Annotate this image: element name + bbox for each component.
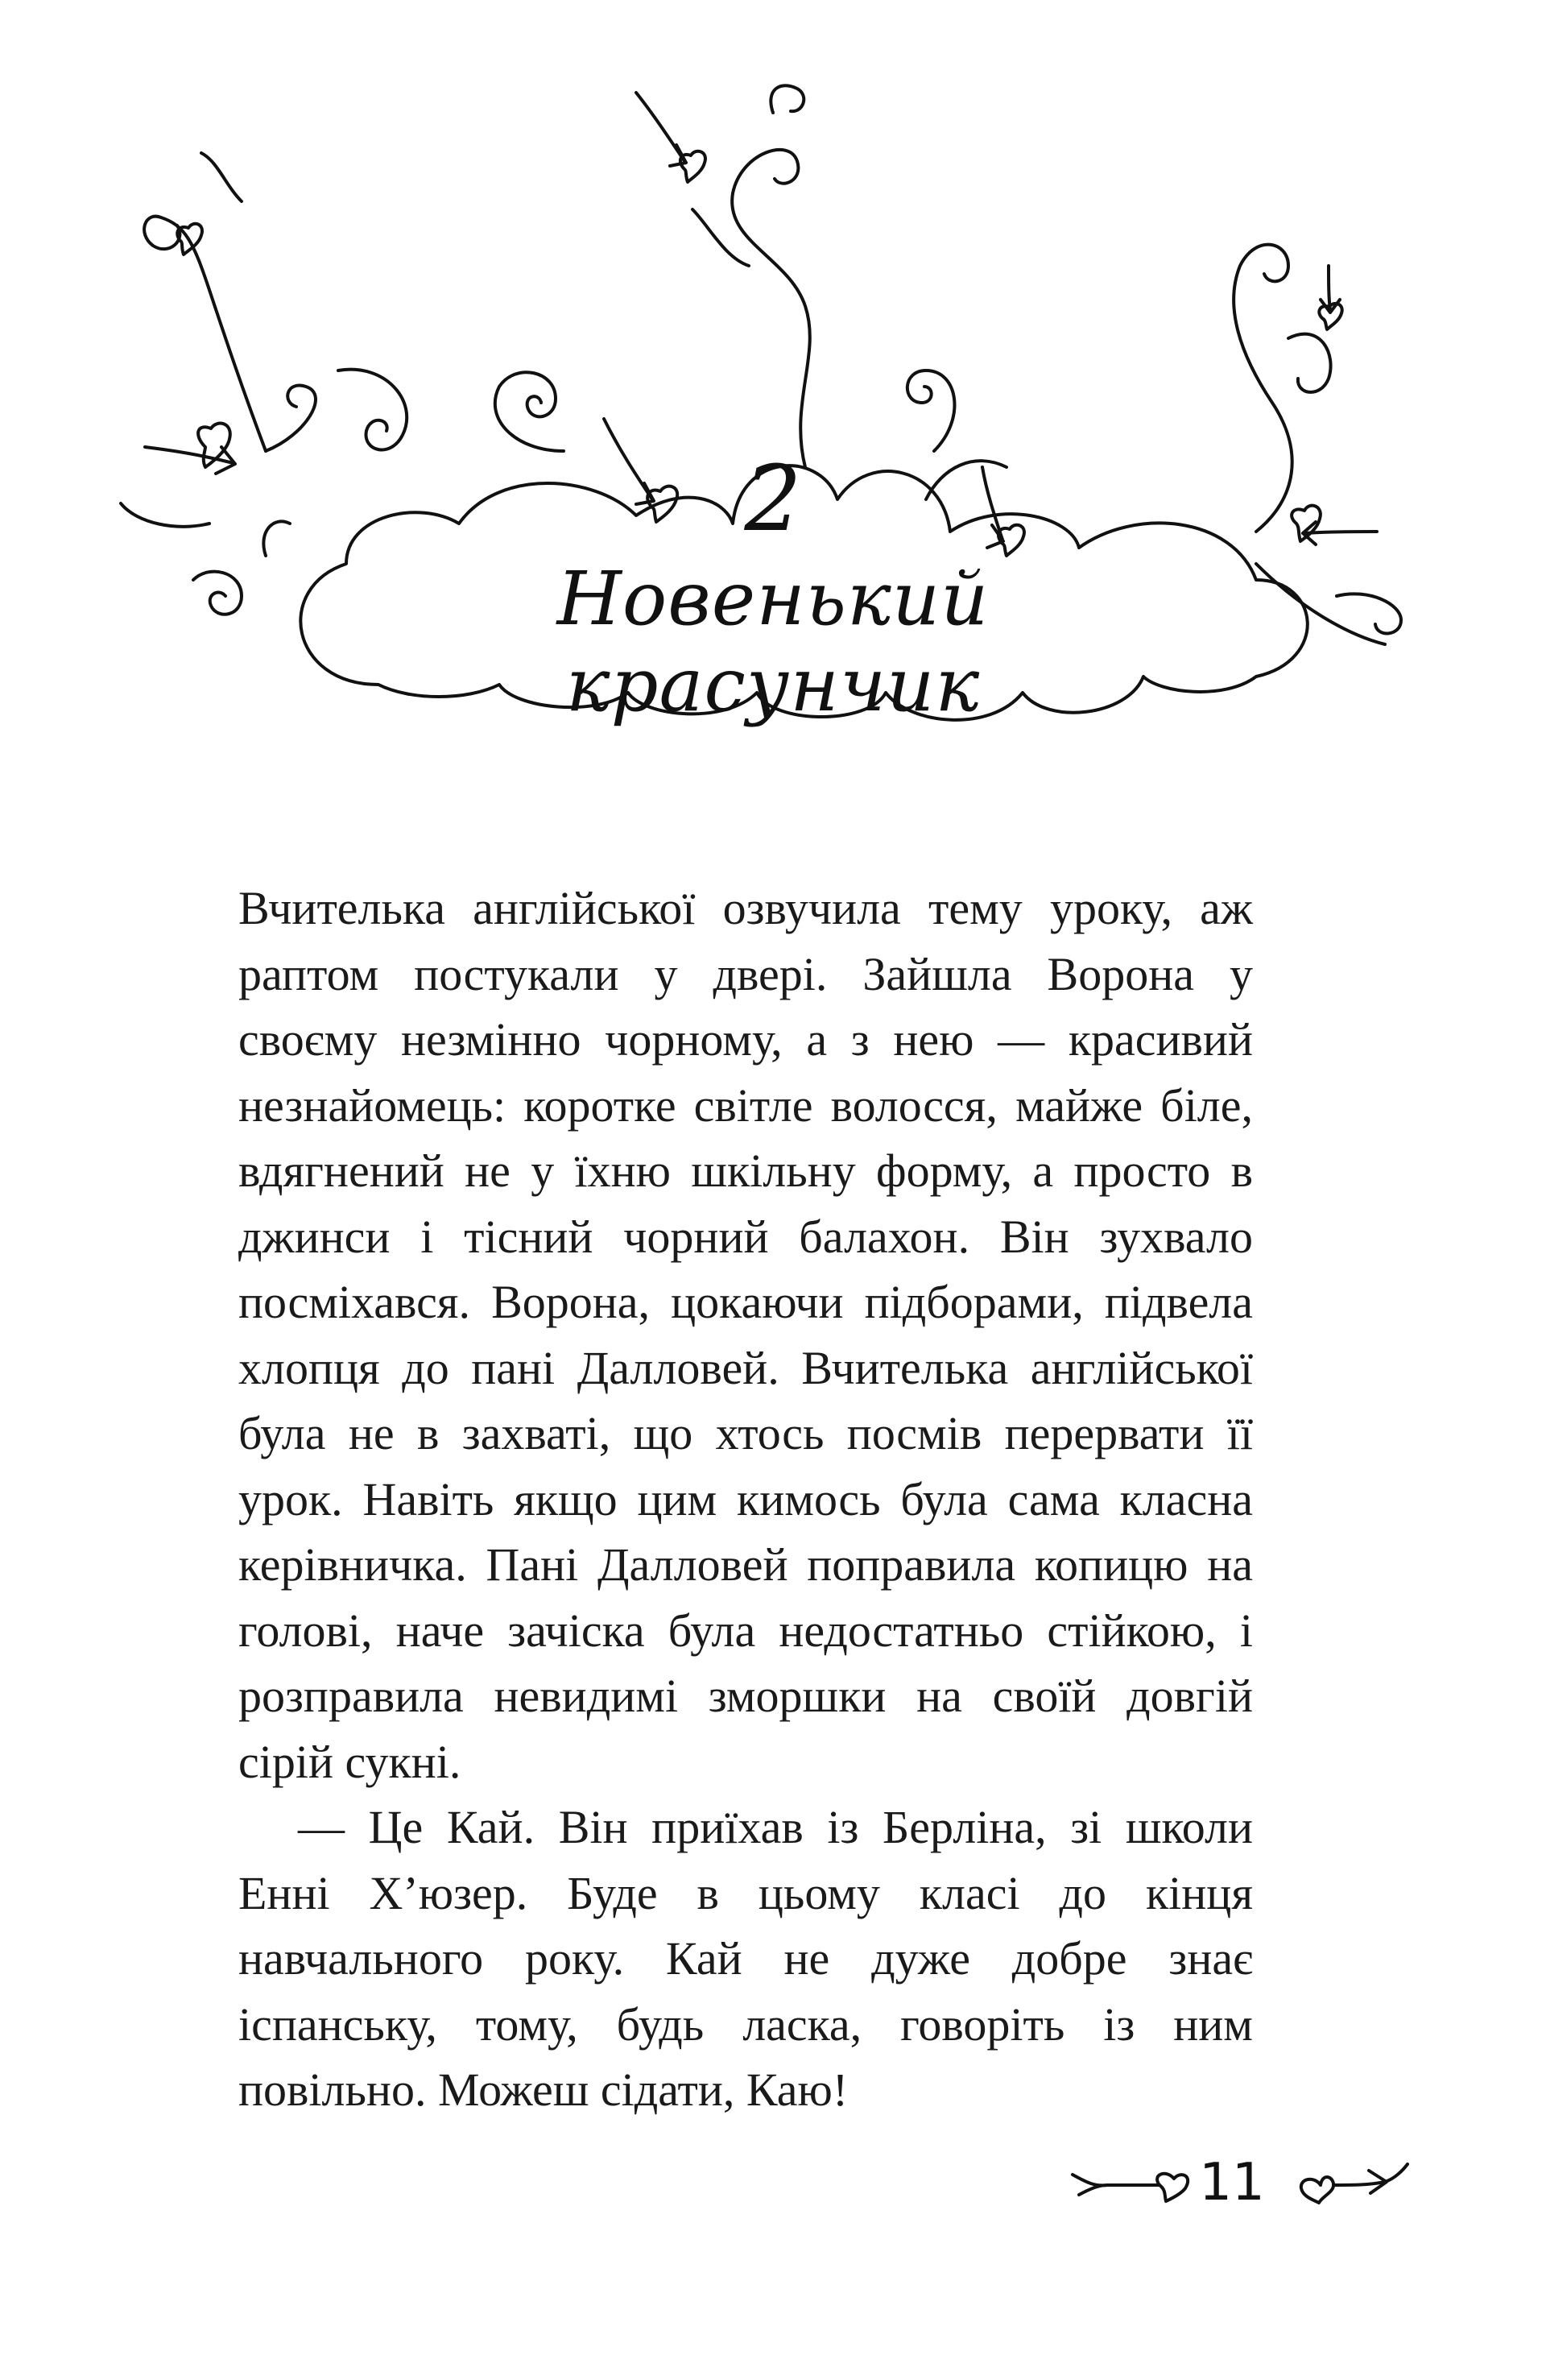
swirl-right-top (1288, 334, 1331, 392)
heart-right-top (1319, 304, 1341, 329)
arrow-tail-left-icon (1073, 2175, 1160, 2195)
paragraph: Вчителька англійської озвучила тему уроку, аж раптом постукали у двері. Зайшла Ворона у своєму незмінно чорному, а з нею — красивий незнайомець: коротке світле волосся, майже біле, вдягнений не у їхню шкільну форму, а просто в джинси і тісний чорний балахон. Він зухвало посміхався. Ворона, цокаючи підборами, підвела хлопця до пані Далловей. Вчителька англійської була не в захваті, що хтось посмів перервати її урок. Навіть якщо цим кимось була сама класна керівничка. Пані Далловей поправила копицю на голові, наче зачіска була недостатньо стійкою, і розправила невидимі зморшки на своїй довгій сірій сукні. (238, 882, 1253, 1788)
swirl-center-left (495, 372, 564, 451)
heart-center-top (680, 151, 705, 182)
heart-center (647, 486, 677, 522)
chapter-title: Новенький красунчик (556, 556, 990, 728)
swirl-left-top (266, 386, 316, 451)
page-number: 11 (1199, 2153, 1265, 2212)
arrow-right (1304, 532, 1377, 533)
arrow-head-right-icon (1333, 2164, 1408, 2193)
vine-right (1234, 245, 1292, 532)
swirl-right-bottom (1337, 594, 1401, 633)
swirl-left-bottom (193, 572, 242, 615)
chapter-body (238, 875, 1253, 2123)
heart-left-icon (1157, 2174, 1188, 2201)
swirl-center-right (907, 370, 955, 451)
paragraph-dialogue: — Це Кай. Він приїхав із Берліна, зі школи Енні Х’юзер. Буде в цьому класі до кінця навчального року. Кай не дуже добре знає іспанську, тому, будь ласка, говоріть із ним повільно. Можеш сідати, Каю! (238, 1801, 1253, 2116)
page-footer (1063, 2146, 1417, 2219)
vine-center (732, 150, 810, 467)
chapter-number: 2 (744, 447, 802, 552)
vine-left (144, 217, 266, 451)
arrow-center-right (982, 467, 1002, 540)
arrow-right-top (1329, 266, 1330, 310)
arrow-center-top (636, 93, 684, 161)
heart-right-icon (1301, 2177, 1333, 2203)
